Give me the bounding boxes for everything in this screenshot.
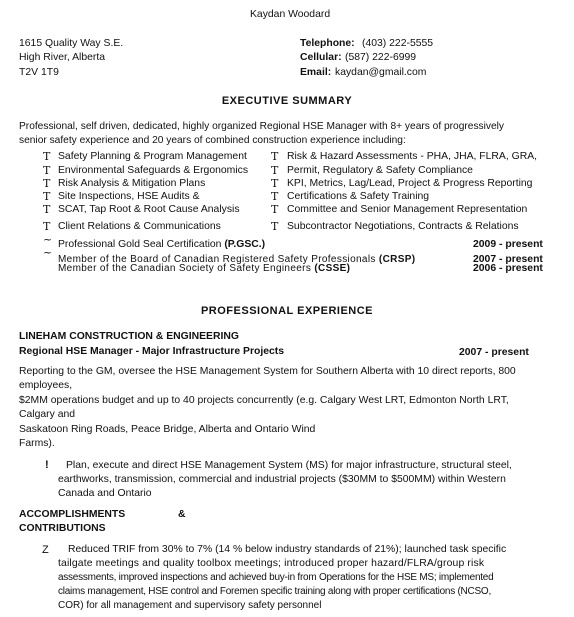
competency-item: Permit, Regulatory & Safety Compliance: [287, 165, 473, 176]
bullet-icon: T: [271, 190, 279, 203]
duty-line: earthworks, transmission, commercial and industrial projects ($30MM to $500MM) within Western: [58, 474, 506, 485]
bullet-icon: T: [271, 220, 279, 233]
tilde-bullet-icon: ~: [43, 233, 53, 246]
accomplishment-line: tailgate meetings and quality toolbox meetings; introduced proper hazard/FLRA/group risk: [58, 558, 485, 569]
bullet-icon: T: [43, 220, 51, 233]
telephone-label: Telephone:: [300, 38, 355, 49]
duty-line: Plan, execute and direct HSE Management System (MS) for major infrastructure, structural steel,: [66, 460, 512, 471]
competency-item: KPI, Metrics, Lag/Lead, Project & Progress Reporting: [287, 178, 533, 189]
company-name: LINEHAM CONSTRUCTION & ENGINEERING: [19, 331, 239, 342]
job-description-line: Saskatoon Ring Roads, Peace Bridge, Alberta and Ontario Wind: [19, 424, 316, 435]
tilde-bullet-icon: ~: [43, 246, 53, 259]
accomplishment-line: claims management, HSE control and Foremen specific training along with proper certifications (NCSO,: [58, 586, 491, 597]
certification-dates: 2007 - present: [473, 254, 543, 265]
job-description-line: Calgary and: [19, 409, 76, 420]
cellular-value: (587) 222-6999: [345, 52, 417, 63]
certification-dates: 2009 - present: [473, 239, 543, 250]
job-description-line: Farms).: [19, 438, 55, 449]
accomplishments-heading: ACCOMPLISHMENTS: [19, 509, 126, 520]
job-description-line: $2MM operations budget and up to 40 projects concurrently (e.g. Calgary West LRT, Edmonton North LRT,: [19, 395, 509, 406]
bullet-icon: T: [43, 177, 51, 190]
email-label: Email:: [300, 67, 332, 78]
executive-summary-heading: EXECUTIVE SUMMARY: [221, 95, 353, 107]
telephone-value: (403) 222-5555: [362, 38, 434, 49]
bullet-icon: T: [43, 203, 51, 216]
certification-item: Professional Gold Seal Certification (P.GSC.): [58, 239, 266, 250]
address-line-3: T2V 1T9: [19, 67, 59, 78]
duty-line: Canada and Ontario: [58, 488, 152, 499]
address-line-1: 1615 Quality Way S.E.: [19, 38, 124, 49]
competency-item: Client Relations & Communications: [58, 221, 221, 232]
bullet-icon: T: [271, 150, 279, 163]
accomplishment-line: assessments, improved inspections and achieved buy-in from Operations for the HSE MS; implemented: [58, 572, 494, 583]
z-bullet-icon: Z: [42, 544, 49, 556]
competency-item: Environmental Safeguards & Ergonomics: [58, 165, 249, 176]
competency-item: Subcontractor Negotiations, Contracts & Relations: [287, 221, 519, 232]
email-link[interactable]: kaydan@gmail.com: [335, 67, 427, 78]
contributions-heading: CONTRIBUTIONS: [19, 523, 106, 534]
candidate-name: Kaydan Woodard: [250, 9, 331, 20]
competency-item: Committee and Senior Management Representation: [287, 204, 528, 215]
address-line-2: High River, Alberta: [19, 52, 106, 63]
competency-item: Safety Planning & Program Management: [58, 151, 247, 162]
bullet-icon: T: [43, 190, 51, 203]
certification-item: Member of the Board of Canadian Registered Safety Professionals (CRSP): [58, 254, 416, 265]
summary-intro-line-1: Professional, self driven, dedicated, highly organized Regional HSE Manager with 8+ years of progressively: [19, 121, 505, 132]
bullet-icon: T: [271, 177, 279, 190]
competency-item: Certifications & Safety Training: [287, 191, 430, 202]
professional-experience-heading: PROFESSIONAL EXPERIENCE: [200, 305, 374, 317]
competency-item: Site Inspections, HSE Audits &: [58, 191, 200, 202]
accomplishment-line: COR) for all management and supervisory safety personnel: [58, 600, 322, 611]
competency-item: Risk & Hazard Assessments - PHA, JHA, FLRA, GRA,: [287, 151, 538, 162]
competency-item: SCAT, Tap Root & Root Cause Analysis: [58, 204, 240, 215]
accomplishment-line: Reduced TRIF from 30% to 7% (14 % below industry standards of 21%); launched task specific: [68, 544, 507, 555]
certification-item: Member of the Canadian Society of Safety Engineers (CSSE): [58, 263, 351, 274]
bullet-icon: T: [271, 164, 279, 177]
bullet-icon: T: [271, 203, 279, 216]
job-dates: 2007 - present: [459, 347, 529, 358]
job-description-line: employees,: [19, 380, 73, 391]
bullet-icon: T: [43, 164, 51, 177]
certification-dates: 2006 - present: [473, 263, 543, 274]
cellular-label: Cellular:: [300, 52, 342, 63]
summary-intro-line-2: senior safety experience and 20 years of combined construction experience including:: [19, 135, 406, 146]
competency-item: Risk Analysis & Mitigation Plans: [58, 178, 206, 189]
job-title: Regional HSE Manager - Major Infrastructure Projects: [19, 346, 285, 357]
accomplishments-ampersand: &: [178, 509, 186, 520]
job-description-line: Reporting to the GM, oversee the HSE Management System for Southern Alberta with 10 direct reports, 800: [19, 366, 516, 377]
bullet-icon: T: [43, 150, 51, 163]
exclamation-bullet-icon: !: [45, 459, 49, 471]
